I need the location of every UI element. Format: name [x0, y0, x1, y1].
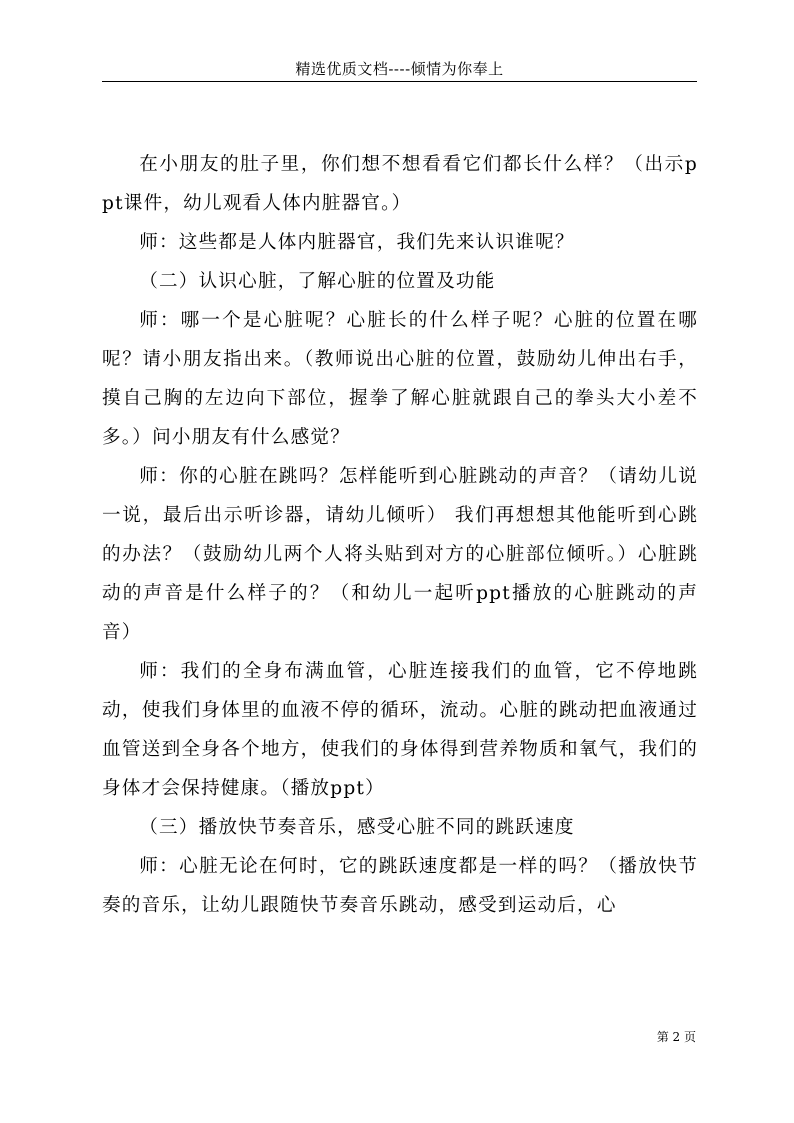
- paragraph: 师：心脏无论在何时，它的跳跃速度都是一样的吗？（播放快节奏的音乐，让幼儿跟随快节奏音乐跳动，感受到运动后，心: [102, 856, 698, 916]
- paragraph: 师：哪一个是心脏呢？心脏长的什么样子呢？心脏的位置在哪呢？请小朋友指出来。（教师说出心脏的位置，鼓励幼儿伸出右手，摸自己胸的左边向下部位，握拳了解心脏就跟自己的拳头大小差不多。）问小朋友有什么感觉？: [102, 310, 698, 448]
- paragraph: 在小朋友的肚子里，你们想不想看看它们都长什么样？（出示ppt课件，幼儿观看人体内脏器官。）: [102, 154, 698, 214]
- page-header-title: 精选优质文档----倾情为你奉上: [295, 60, 504, 78]
- paragraph: 师：这些都是人体内脏器官，我们先来认识谁呢？: [139, 232, 575, 253]
- section-heading: （三）播放快节奏音乐，感受心脏不同的跳跃速度: [139, 817, 575, 838]
- section-heading: （二）认识心脏，了解心脏的位置及功能: [139, 271, 496, 292]
- document-body: [102, 145, 698, 925]
- paragraph: 师：我们的全身布满血管，心脏连接我们的血管，它不停地跳动，使我们身体里的血液不停的循环，流动。心脏的跳动把血液通过血管送到全身各个地方，使我们的身体得到营养物质和氧气，我们的身体才会保持健康。（播放ppt）: [102, 661, 698, 799]
- page-number: 第 2 页: [656, 1030, 696, 1044]
- header-divider: [102, 81, 697, 82]
- paragraph: 师：你的心脏在跳吗？怎样能听到心脏跳动的声音？（请幼儿说一说，最后出示听诊器，请幼儿倾听） 我们再想想其他能听到心跳的办法？（鼓励幼儿两个人将头贴到对方的心脏部位倾听。）心脏跳动的声音是什么样子的？（和幼儿一起听ppt播放的心脏跳动的声音）: [102, 466, 698, 643]
